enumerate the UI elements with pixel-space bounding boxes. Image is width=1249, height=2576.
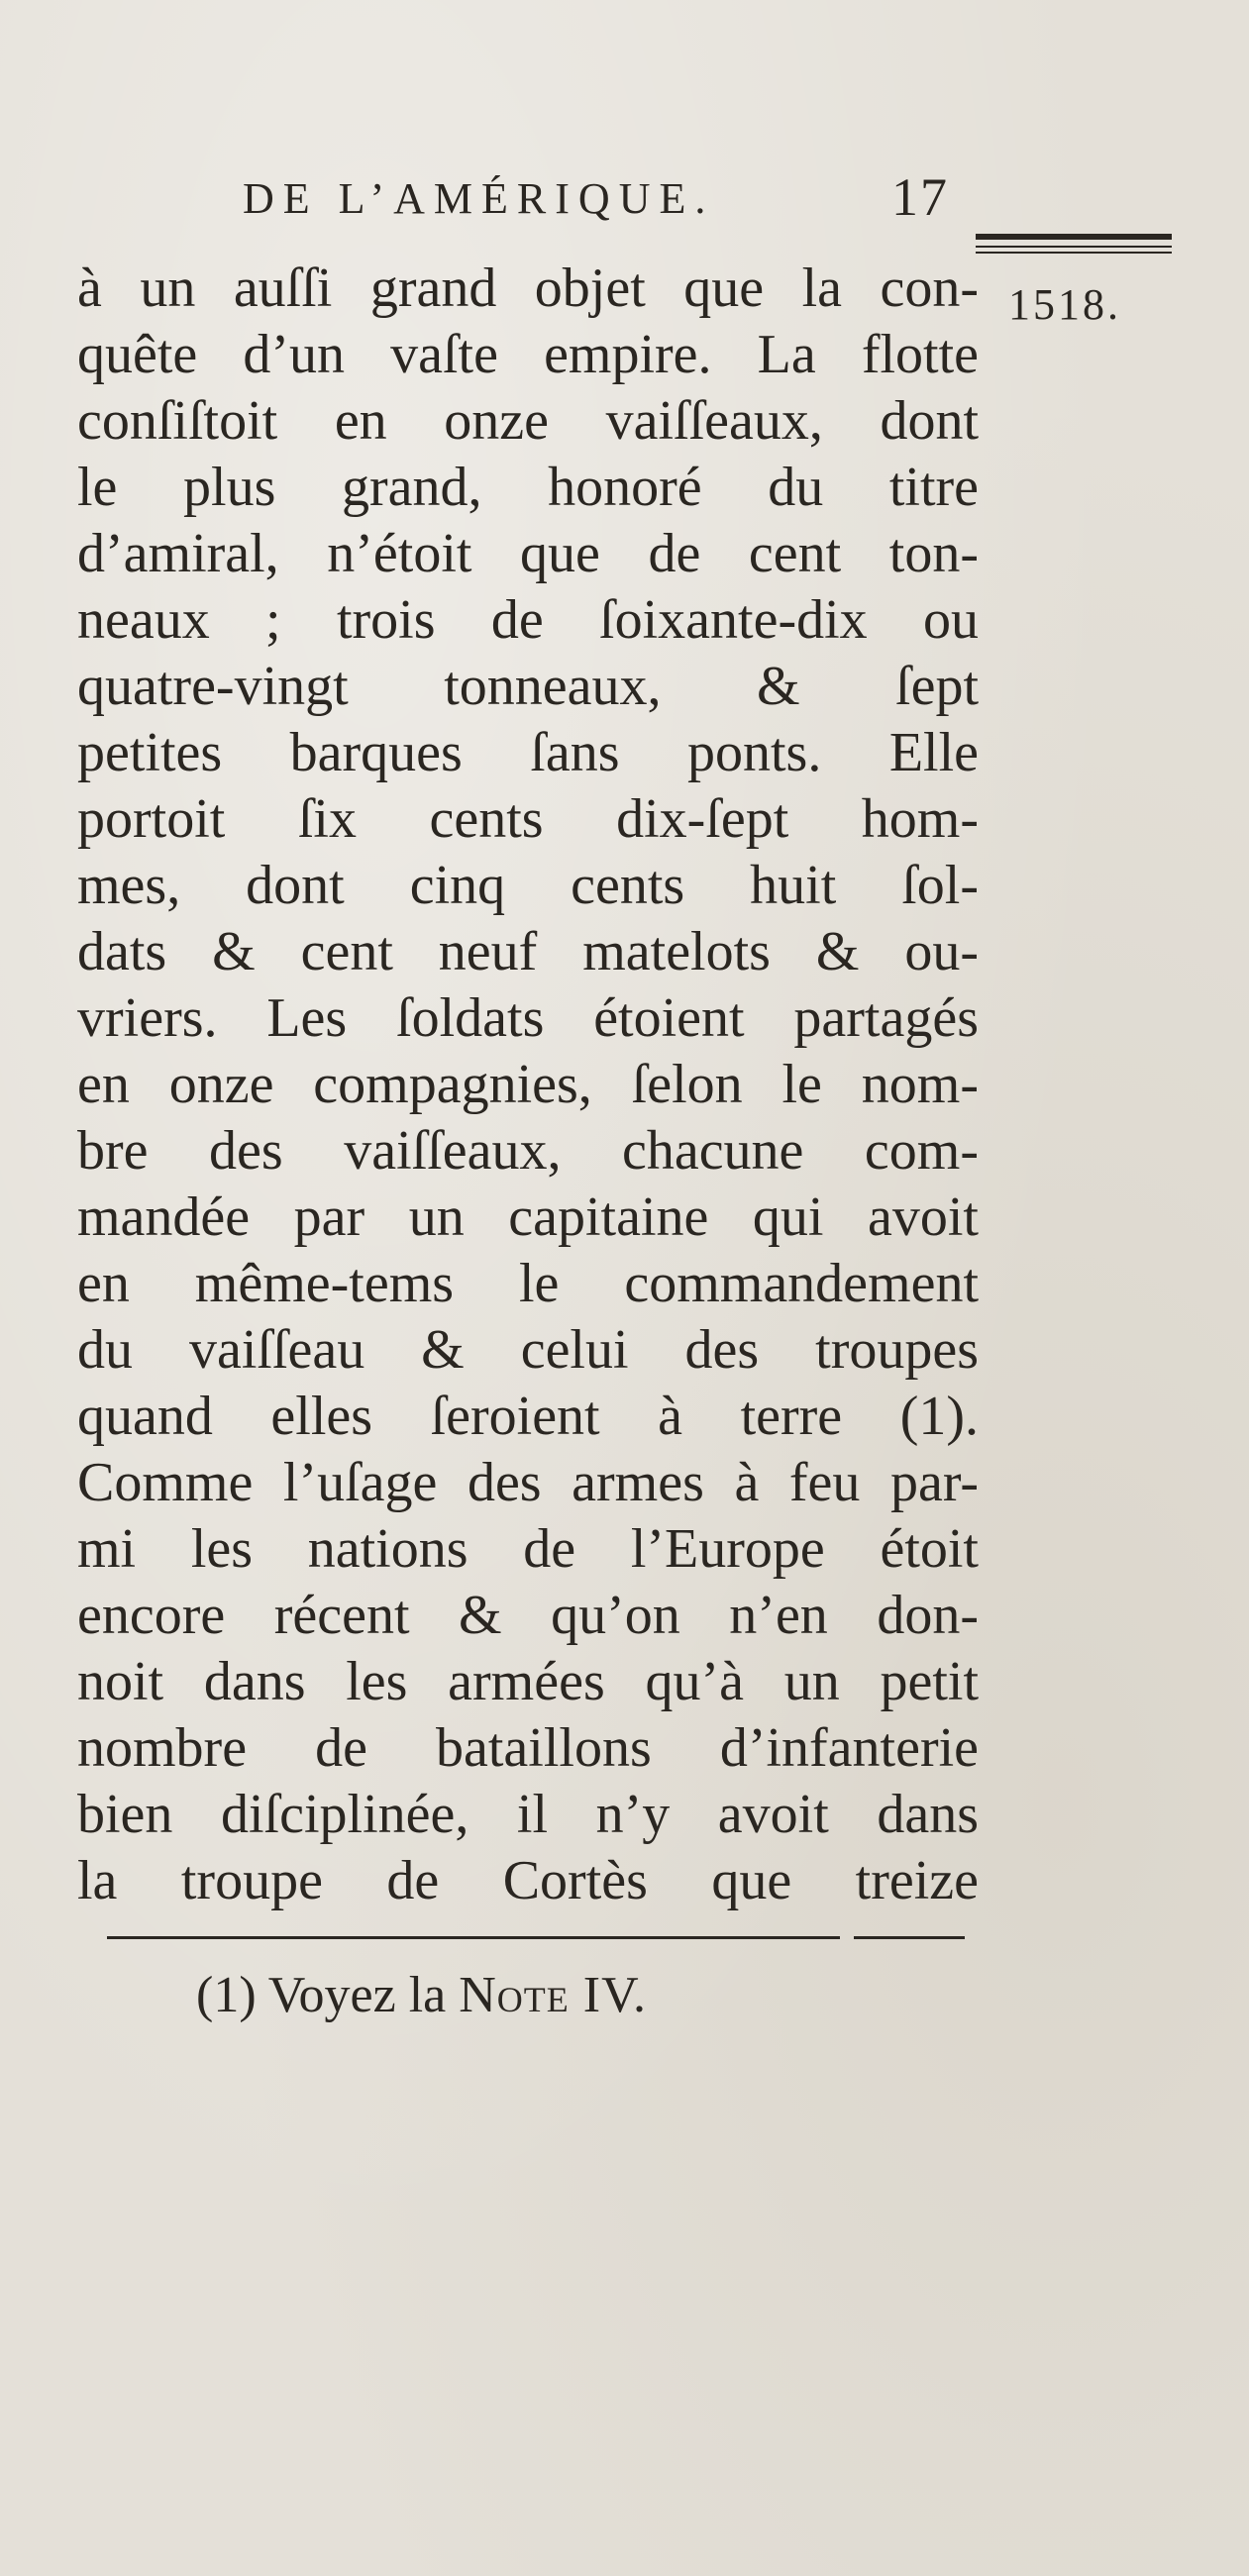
text-line: portoit ſix cents dix-ſept hom-: [77, 788, 979, 850]
text-line: mes, dont cinq cents huit ſol-: [77, 855, 979, 916]
footnote-rule: [107, 1936, 840, 1939]
text-line: mi les nations de l’Europe étoit: [77, 1518, 979, 1580]
text-line: encore récent & qu’on n’en don-: [77, 1585, 979, 1646]
page-number: 17: [891, 167, 949, 227]
text-line: nombre de bataillons d’infanterie: [77, 1717, 979, 1779]
text-line: bien diſciplinée, il n’y avoit dans: [77, 1784, 979, 1845]
margin-rule: [976, 234, 1172, 240]
text-line: en même-tems le commandement: [77, 1253, 979, 1314]
text-line: neaux ; trois de ſoixante-dix ou: [77, 589, 979, 651]
text-line: à un auſſi grand objet que la con-: [77, 258, 979, 319]
footnote-reference: Note IV.: [459, 1967, 647, 2023]
text-line: conſiſtoit en onze vaiſſeaux, dont: [77, 390, 979, 452]
text-line: Comme l’uſage des armes à feu par-: [77, 1452, 979, 1513]
text-line: noit dans les armées qu’à un petit: [77, 1651, 979, 1712]
text-line: en onze compagnies, ſelon le nom-: [77, 1054, 979, 1115]
text-line: petites barques ſans ponts. Elle: [77, 722, 979, 783]
footnote-rule: [854, 1936, 965, 1939]
footnote-marker: (1): [196, 1967, 257, 2023]
text-line: quand elles ſeroient à terre (1).: [77, 1386, 979, 1447]
margin-year-note: 1518.: [1008, 280, 1121, 329]
text-line: la troupe de Cortès que treize: [77, 1850, 979, 1911]
footnote: [196, 1966, 647, 2024]
footnote-text: Voyez la: [267, 1967, 447, 2023]
text-line: d’amiral, n’étoit que de cent ton-: [77, 523, 979, 584]
text-line: le plus grand, honoré du titre: [77, 457, 979, 518]
text-line: quatre-vingt tonneaux, & ſept: [77, 656, 979, 717]
running-head: DE L’AMÉRIQUE.: [243, 174, 715, 223]
text-line: du vaiſſeau & celui des troupes: [77, 1319, 979, 1381]
margin-rule: [976, 252, 1172, 254]
text-line: bre des vaiſſeaux, chacune com-: [77, 1120, 979, 1182]
margin-rule: [976, 246, 1172, 248]
text-line: quête d’un vaſte empire. La flotte: [77, 324, 979, 385]
text-line: vriers. Les ſoldats étoient partagés: [77, 987, 979, 1049]
text-line: dats & cent neuf matelots & ou-: [77, 921, 979, 982]
body-text: [77, 256, 979, 1914]
text-line: mandée par un capitaine qui avoit: [77, 1186, 979, 1248]
